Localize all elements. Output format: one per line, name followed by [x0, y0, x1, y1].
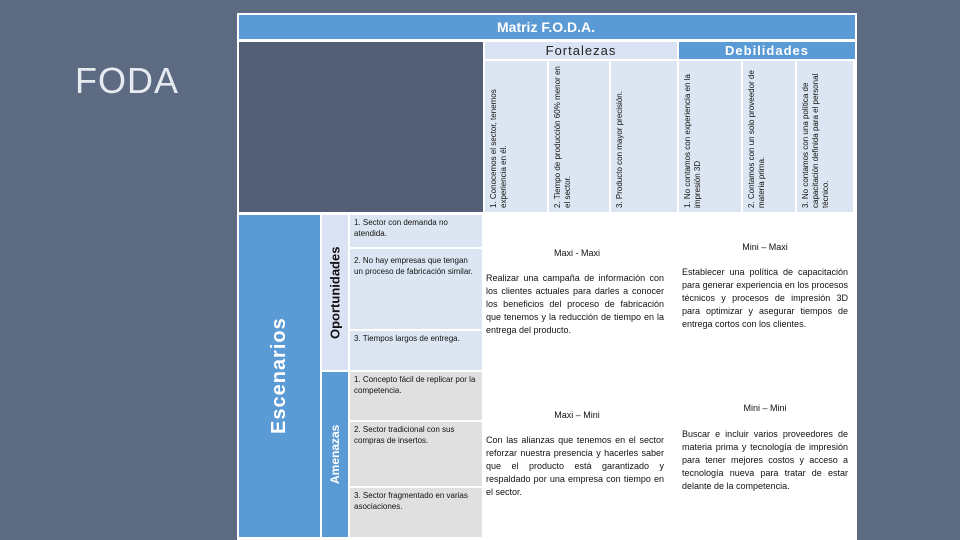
fortaleza-item: 2. Tiempo de producción 60% menor en el sector. — [549, 61, 609, 212]
amenaza-item: 1. Concepto fácil de replicar por la competencia. — [350, 372, 482, 420]
oportunidades-label: Oportunidades — [322, 215, 348, 370]
amenaza-item: 3. Sector fragmentado en varias asociaciones. — [350, 488, 482, 537]
escenarios-label: Escenarios — [239, 215, 320, 537]
maxi-maxi-text: Realizar una campaña de información con los clientes actuales para darles a conocer los beneficios del proceso de fabricación que tenemos y la reducción de tiempo en la entrega del producto. — [486, 273, 664, 335]
debilidad-item: 1. No contamos con experiencia en la impresión 3D — [679, 61, 741, 212]
fortaleza-item: 3. Producto con mayor precisión. — [611, 61, 677, 212]
debilidad-item: 3. No contamos con una política de capacitación definida para el personal técnico. — [797, 61, 853, 212]
amenazas-label: Amenazas — [322, 372, 348, 537]
maxi-maxi-title: Maxi - Maxi — [553, 248, 600, 258]
oportunidad-item: 3. Tiempos largos de entrega. — [350, 331, 482, 370]
maxi-mini-title: Maxi – Mini — [554, 410, 600, 420]
slide-title: FODA — [75, 60, 180, 101]
debilidad-item: 2. Contamos con un solo proveedor de materia prima. — [743, 61, 795, 212]
oportunidad-item: 2. No hay empresas que tengan un proceso de fabricación similar. — [350, 249, 482, 329]
mini-maxi-text: Establecer una política de capacitación para generar experiencia en los procesos técnicos y procesos de impresión 3D para optimizar y asegurar tiempos de entrega cortos con los clientes. — [682, 267, 848, 329]
amenaza-item: 2. Sector tradicional con sus compras de insertos. — [350, 422, 482, 486]
mini-mini-title: Mini – Mini — [743, 403, 787, 413]
fortaleza-item: 1. Conocemos el sector, tenemos experiencia en él. — [485, 61, 547, 212]
mini-maxi-title: Mini – Maxi — [742, 242, 788, 252]
mini-mini-text: Buscar e incluir varios proveedores de materia prima y tecnología de impresión para tener mejores costos y acceso a tecnología nueva para tratar de estar delante de la competencia. — [682, 429, 848, 491]
matrix-title: Matriz F.O.D.A. — [239, 15, 855, 39]
debilidades-header: Debilidades — [679, 42, 855, 59]
maxi-mini-text: Con las alianzas que tenemos en el sector reforzar nuestra presencia y hacerles saber que el producto está garantizado y respaldado por una empresa con tiempo en el sector. — [486, 435, 664, 497]
oportunidad-item: 1. Sector con demanda no atendida. — [350, 215, 482, 247]
matrix-corner — [239, 42, 483, 212]
fortalezas-header: Fortalezas — [485, 42, 677, 59]
